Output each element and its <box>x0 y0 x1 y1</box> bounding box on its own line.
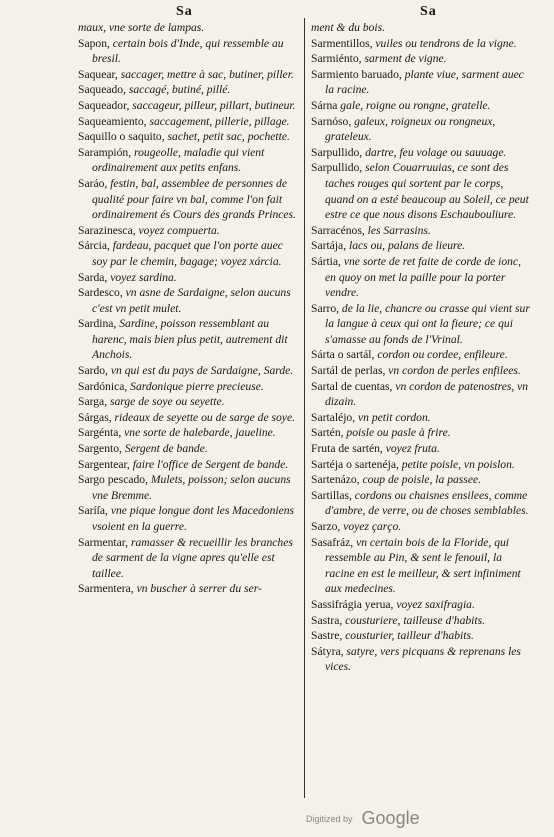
entry-headword: Sarpullido, <box>311 161 366 175</box>
column-divider <box>304 18 305 798</box>
dictionary-entry <box>78 98 300 114</box>
entry-definition: fardeau, pacquet que l'on porte auec soy par le chemin, bagage; voyez xárcia. <box>92 239 283 268</box>
entry-headword: Saquear, <box>78 67 121 81</box>
dictionary-entry <box>311 347 533 363</box>
entry-headword: Sarga, <box>78 395 110 409</box>
dictionary-entry <box>78 379 300 395</box>
entry-headword: Sátyra, <box>311 644 347 658</box>
dictionary-entry <box>78 285 300 316</box>
entry-definition: Sergent de bande. <box>124 442 208 456</box>
entry-definition: vuiles ou tendrons de la vigne. <box>375 36 517 50</box>
entry-headword: Sastre, <box>311 629 346 643</box>
entry-definition: petite poisle, vn poislon. <box>401 457 515 471</box>
entry-definition: les Sarrasins. <box>367 223 431 237</box>
dictionary-entry <box>78 316 300 363</box>
entry-definition: maux, vne sorte de lampas. <box>78 21 205 34</box>
entry-headword: Sartal de cuentas, <box>311 379 396 393</box>
dictionary-entry <box>311 363 533 379</box>
dictionary-entry <box>78 363 300 379</box>
entry-definition: vne sorte de ret faite de corde de ionc, en quoy on met la paille pour la porter vendre. <box>325 254 522 300</box>
entry-definition: vn certain bois de la Floride, qui ressemble au Pin, & sent le fenouil, la racine en est le meilleur, & sert infiniment aux medecines. <box>325 535 521 596</box>
entry-definition: cordon ou cordee, enfileure. <box>377 348 508 362</box>
entry-definition: rideaux de seyette ou de sarge de soye. <box>114 410 295 424</box>
entry-headword: Sarro, <box>311 301 342 315</box>
entry-definition: rougeolle, maladie qui vient ordinairement aux petits enfans. <box>92 145 265 175</box>
entry-definition: cousturier, tailleur d'habits. <box>345 629 474 643</box>
entry-definition: coup de poisle, la passee. <box>362 473 482 487</box>
dictionary-entry <box>311 160 533 222</box>
entry-headword: Saquillo o saquito, <box>78 130 168 144</box>
entry-headword: Sarpullido, <box>311 145 366 159</box>
entry-headword: Sartillas, <box>311 488 355 502</box>
dictionary-entry <box>311 472 533 488</box>
left-column <box>78 20 300 597</box>
entry-definition: dartre, feu volage ou sauuage. <box>365 145 507 159</box>
dictionary-entry <box>311 441 533 457</box>
dictionary-entry <box>311 223 533 239</box>
entry-definition: saccager, mettre à sac, butiner, piller. <box>120 67 294 81</box>
entry-headword: Sapon, <box>78 36 113 50</box>
entry-definition: vn cordon de patenostres, vn dizain. <box>325 379 529 409</box>
entry-headword: Sártia, <box>311 254 344 268</box>
entry-definition: voyez compuerta. <box>138 223 220 237</box>
dictionary-entry <box>78 441 300 457</box>
entry-headword: Sarda, <box>78 270 111 284</box>
entry-headword: Sardo, <box>78 364 111 378</box>
watermark-brand: Google <box>361 808 420 828</box>
entry-headword: Sartaléjo, <box>311 410 359 424</box>
dictionary-entry <box>78 20 300 36</box>
dictionary-entry <box>311 238 533 254</box>
dictionary-entry <box>78 36 300 67</box>
entry-definition: Sardonique pierre precieuse. <box>130 379 264 393</box>
dictionary-entry <box>311 519 533 535</box>
dictionary-entry <box>311 410 533 426</box>
entry-headword: Sarracénos, <box>311 223 368 237</box>
entry-definition: vne pique longue dont les Macedoniens vsoient en la guerre. <box>92 504 295 533</box>
entry-headword: Sassifrágia yerua, <box>311 597 397 611</box>
dictionary-entry <box>78 581 300 597</box>
entry-definition: vn qui est du pays de Sardaigne, Sarde. <box>110 364 294 378</box>
entry-definition: galeux, roigneux ou rongneux, grateleux. <box>325 114 496 144</box>
dictionary-entry <box>311 644 533 675</box>
entry-headword: Saqueador, <box>78 98 133 112</box>
entry-headword: Sartenázo, <box>311 473 363 487</box>
entry-headword: Sartája, <box>311 239 349 253</box>
dictionary-entry <box>78 176 300 223</box>
entry-headword: Sarmentillos, <box>311 36 376 50</box>
dictionary-entry <box>78 82 300 98</box>
entry-headword: Sarmentar, <box>78 535 131 549</box>
dictionary-entry <box>78 129 300 145</box>
entry-definition: sachet, petit sac, pochette. <box>167 130 290 144</box>
entry-definition: selon Couarruuias, ce sont des taches rouges qui sortent par le corps, quand on a esté beaucoup au Soleil, ce peut estre ce que nous disons Eschaubouliure. <box>325 161 529 222</box>
entry-definition: gale, roigne ou rongne, gratelle. <box>340 98 491 112</box>
entry-headword: Sárna <box>311 98 341 112</box>
entry-definition: faire l'office de Sergent de bande. <box>132 457 289 471</box>
dictionary-entry <box>311 488 533 519</box>
entry-headword: Saríſa, <box>78 504 111 518</box>
entry-headword: Saráo, <box>78 176 111 190</box>
entry-headword: Sasafráz, <box>311 535 357 549</box>
dictionary-entry <box>311 457 533 473</box>
dictionary-entry <box>78 410 300 426</box>
dictionary-entry <box>78 145 300 176</box>
entry-definition: lacs ou, palans de lieure. <box>349 239 466 253</box>
dictionary-entry <box>311 20 533 36</box>
entry-definition: voyez fruta. <box>385 442 440 456</box>
entry-headword: Sarmentera, <box>78 582 137 596</box>
entry-definition: vne sorte de halebarde, jaueline. <box>124 426 276 440</box>
entry-headword: Sarnóso, <box>311 114 355 128</box>
dictionary-entry <box>78 425 300 441</box>
dictionary-entry <box>311 145 533 161</box>
entry-headword: Sargentear, <box>78 457 133 471</box>
entry-definition: festin, bal, assemblee de personnes de qualité pour faire vn bal, comme l'on fait ordinairement és Cours des grands Princes. <box>92 176 296 222</box>
entry-definition: Mulets, poisson; selon aucuns vne Bremme. <box>92 473 291 502</box>
entry-headword: Sargo pescado, <box>78 473 151 487</box>
entry-headword: Sardina, <box>78 317 120 331</box>
dictionary-entry <box>311 98 533 114</box>
dictionary-entry <box>78 472 300 503</box>
dictionary-entry <box>78 270 300 286</box>
entry-headword: Saqueamiento, <box>78 114 150 128</box>
entry-definition: sarment de vigne. <box>364 52 447 66</box>
entry-headword: Sardónica, <box>78 379 131 393</box>
dictionary-entry <box>78 67 300 83</box>
dictionary-entry <box>78 457 300 473</box>
entry-headword: Sarazinesca, <box>78 223 139 237</box>
dictionary-entry <box>311 114 533 145</box>
digitized-by-google-watermark <box>306 808 420 829</box>
dictionary-entry <box>311 301 533 348</box>
dictionary-entry <box>78 238 300 269</box>
entry-headword: Sarampión, <box>78 145 135 159</box>
entry-definition: vn petit cordon. <box>358 410 431 424</box>
dictionary-entry <box>311 613 533 629</box>
entry-definition: poisle ou pasle à frire. <box>346 426 451 440</box>
entry-definition: ramasser & recueillir les branches de sarment de la vigne apres qu'elle est taillee. <box>92 535 293 580</box>
right-column <box>311 20 533 675</box>
entry-headword: Fruta de sartén, <box>311 442 386 456</box>
entry-headword: Sargénta, <box>78 426 125 440</box>
dictionary-entry <box>311 535 533 597</box>
entry-headword: Sargento, <box>78 442 125 456</box>
dictionary-entry <box>311 36 533 52</box>
entry-headword: Saqueado, <box>78 83 129 97</box>
dictionary-entry <box>311 51 533 67</box>
entry-headword: Sarmiénto, <box>311 52 365 66</box>
entry-headword: Sarmiento baruado, <box>311 67 405 81</box>
entry-definition: sarge de soye ou seyette. <box>110 395 225 409</box>
dictionary-entry <box>311 67 533 98</box>
entry-definition: voyez sardina. <box>110 270 177 284</box>
entry-definition: saccagé, butiné, pillé. <box>128 83 231 97</box>
dictionary-entry <box>311 628 533 644</box>
entry-headword: Sartén, <box>311 426 347 440</box>
entry-headword: Sárcia, <box>78 239 113 253</box>
dictionary-entry <box>78 503 300 534</box>
entry-definition: saccageur, pilleur, pillart, butineur. <box>132 98 296 112</box>
entry-headword: Sartéja o sartenéja, <box>311 457 402 471</box>
running-head-left: Sa <box>176 4 193 19</box>
entry-headword: Sastra, <box>311 613 346 627</box>
entry-definition: Sardine, poisson ressemblant au harenc, mais bien plus petit, autrement dit Anchois. <box>92 317 288 362</box>
entry-definition: vn buscher à serrer du ser- <box>136 582 262 596</box>
dictionary-entry <box>78 223 300 239</box>
entry-definition: plante viue, sarment auec la racine. <box>325 67 524 97</box>
entry-definition: satyre, vers picquans & reprenans les vices. <box>325 644 521 674</box>
entry-definition: vn asne de Sardaigne, selon aucuns c'est vn petit mulet. <box>92 286 291 315</box>
dictionary-entry <box>78 114 300 130</box>
entry-definition: voyez saxifragia. <box>396 597 475 611</box>
entry-headword: Sartál de perlas, <box>311 364 389 378</box>
dictionary-entry <box>78 394 300 410</box>
dictionary-entry <box>311 254 533 301</box>
entry-definition: ment & du bois. <box>311 21 386 34</box>
entry-definition: voyez çarço. <box>343 520 402 533</box>
dictionary-entry <box>311 425 533 441</box>
entry-headword: Sárgas, <box>78 410 115 424</box>
running-head-right: Sa <box>420 4 437 19</box>
entry-definition: cousturiere, tailleuse d'habits. <box>345 613 486 627</box>
dictionary-entry <box>311 379 533 410</box>
entry-headword: Sárta o sartál, <box>311 348 378 362</box>
watermark-prefix: Digitized by <box>306 814 353 825</box>
entry-definition: certain bois d'Inde, qui ressemble au bresil. <box>92 36 284 66</box>
entry-headword: Sarzo, <box>311 520 344 533</box>
entry-definition: saccagement, pillerie, pillage. <box>149 114 290 128</box>
dictionary-entry <box>311 597 533 613</box>
entry-definition: de la lie, chancre ou crasse qui vient sur la langue à ceux qui ont la fieure; ce qui s'amasse au fonds de l'Vrinal. <box>325 301 530 346</box>
dictionary-entry <box>78 535 300 582</box>
entry-definition: cordons ou chaisnes ensilees, comme d'ambre, de verre, ou de choses semblables. <box>325 488 529 518</box>
entry-definition: vn cordon de perles enfilees. <box>388 364 521 378</box>
entry-headword: Sardesco, <box>78 286 126 300</box>
